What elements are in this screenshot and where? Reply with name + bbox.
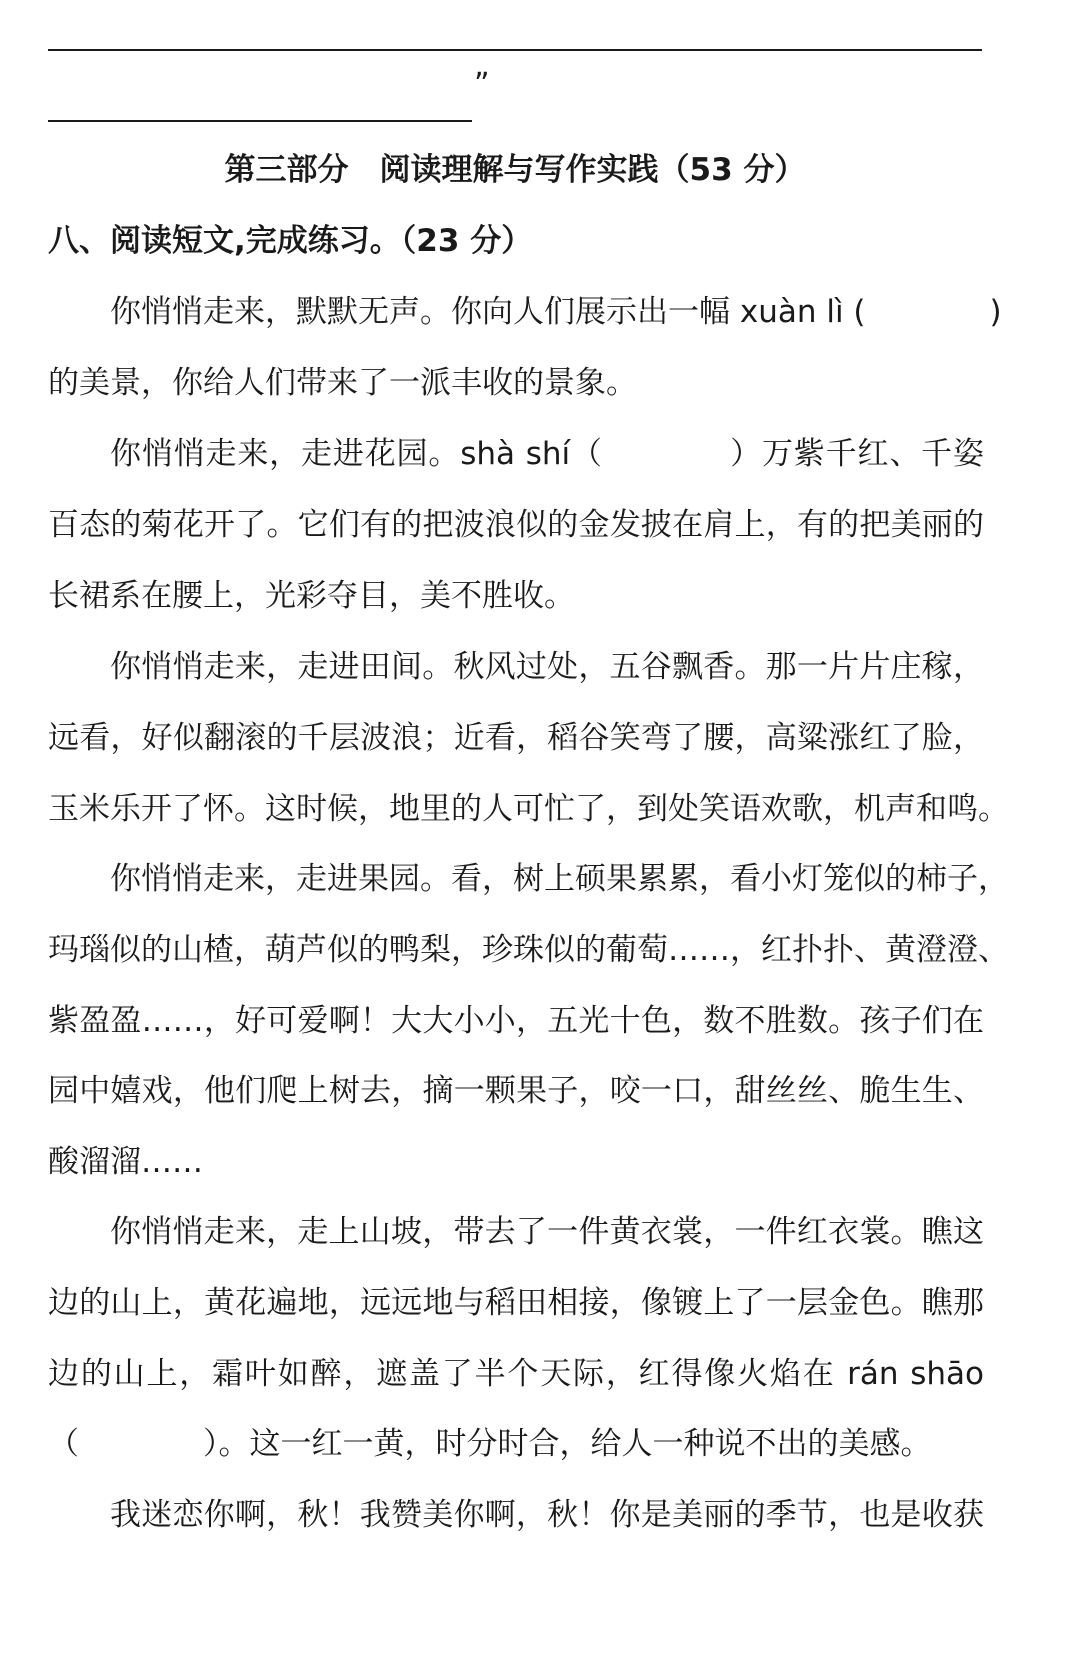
- answer-line-2: [48, 120, 472, 122]
- passage-line: 你悄悄走来，走进田间。秋风过处，五谷飘香。那一片片庄稼，: [110, 649, 984, 685]
- closing-quote: ”: [474, 67, 490, 102]
- passage-line: 你悄悄走来，走进花园。shà shí（ ）万紫千红、千姿: [110, 436, 984, 472]
- passage-line: 边的山上，霜叶如醉，遮盖了半个天际，红得像火焰在 rán shāo: [48, 1356, 984, 1392]
- passage-line: 边的山上，黄花遍地，远远地与稻田相接，像镀上了一层金色。瞧那: [48, 1285, 984, 1321]
- passage-line: 玉米乐开了怀。这时候，地里的人可忙了，到处笑语欢歌，机声和鸣。: [48, 791, 1009, 827]
- passage-line: 园中嬉戏，他们爬上树去，摘一颗果子，咬一口，甜丝丝、脆生生、: [48, 1073, 984, 1109]
- section-title: 第三部分 阅读理解与写作实践（53 分）: [224, 152, 806, 188]
- passage-line: 你悄悄走来，默默无声。你向人们展示出一幅 xuàn lì ( ): [110, 294, 1002, 330]
- passage-line: 长裙系在腰上，光彩夺目，美不胜收。: [48, 578, 575, 614]
- passage-line: （ ）。这一红一黄，时分时合，给人一种说不出的美感。: [48, 1426, 932, 1462]
- passage-line: 紫盈盈……，好可爱啊！大大小小，五光十色，数不胜数。孩子们在: [48, 1003, 984, 1039]
- question-title: 八、阅读短文,完成练习。（23 分）: [48, 223, 533, 259]
- passage-line: 你悄悄走来，走上山坡，带去了一件黄衣裳，一件红衣裳。瞧这: [110, 1214, 984, 1250]
- answer-line-1: [48, 49, 982, 51]
- passage-line: 我迷恋你啊，秋！我赞美你啊，秋！你是美丽的季节，也是收获: [110, 1497, 984, 1533]
- passage-line: 的美景，你给人们带来了一派丰收的景象。: [48, 365, 637, 401]
- passage-line: 百态的菊花开了。它们有的把波浪似的金发披在肩上，有的把美丽的: [48, 507, 984, 543]
- passage-line: 酸溜溜……: [48, 1144, 203, 1180]
- passage-line: 你悄悄走来，走进果园。看，树上硕果累累，看小灯笼似的柿子，: [110, 861, 1009, 897]
- passage-line: 远看，好似翻滚的千层波浪；近看，稻谷笑弯了腰，高粱涨红了脸，: [48, 720, 984, 756]
- passage-line: 玛瑙似的山楂，葫芦似的鸭梨，珍珠似的葡萄……，红扑扑、黄澄澄、: [48, 932, 1009, 968]
